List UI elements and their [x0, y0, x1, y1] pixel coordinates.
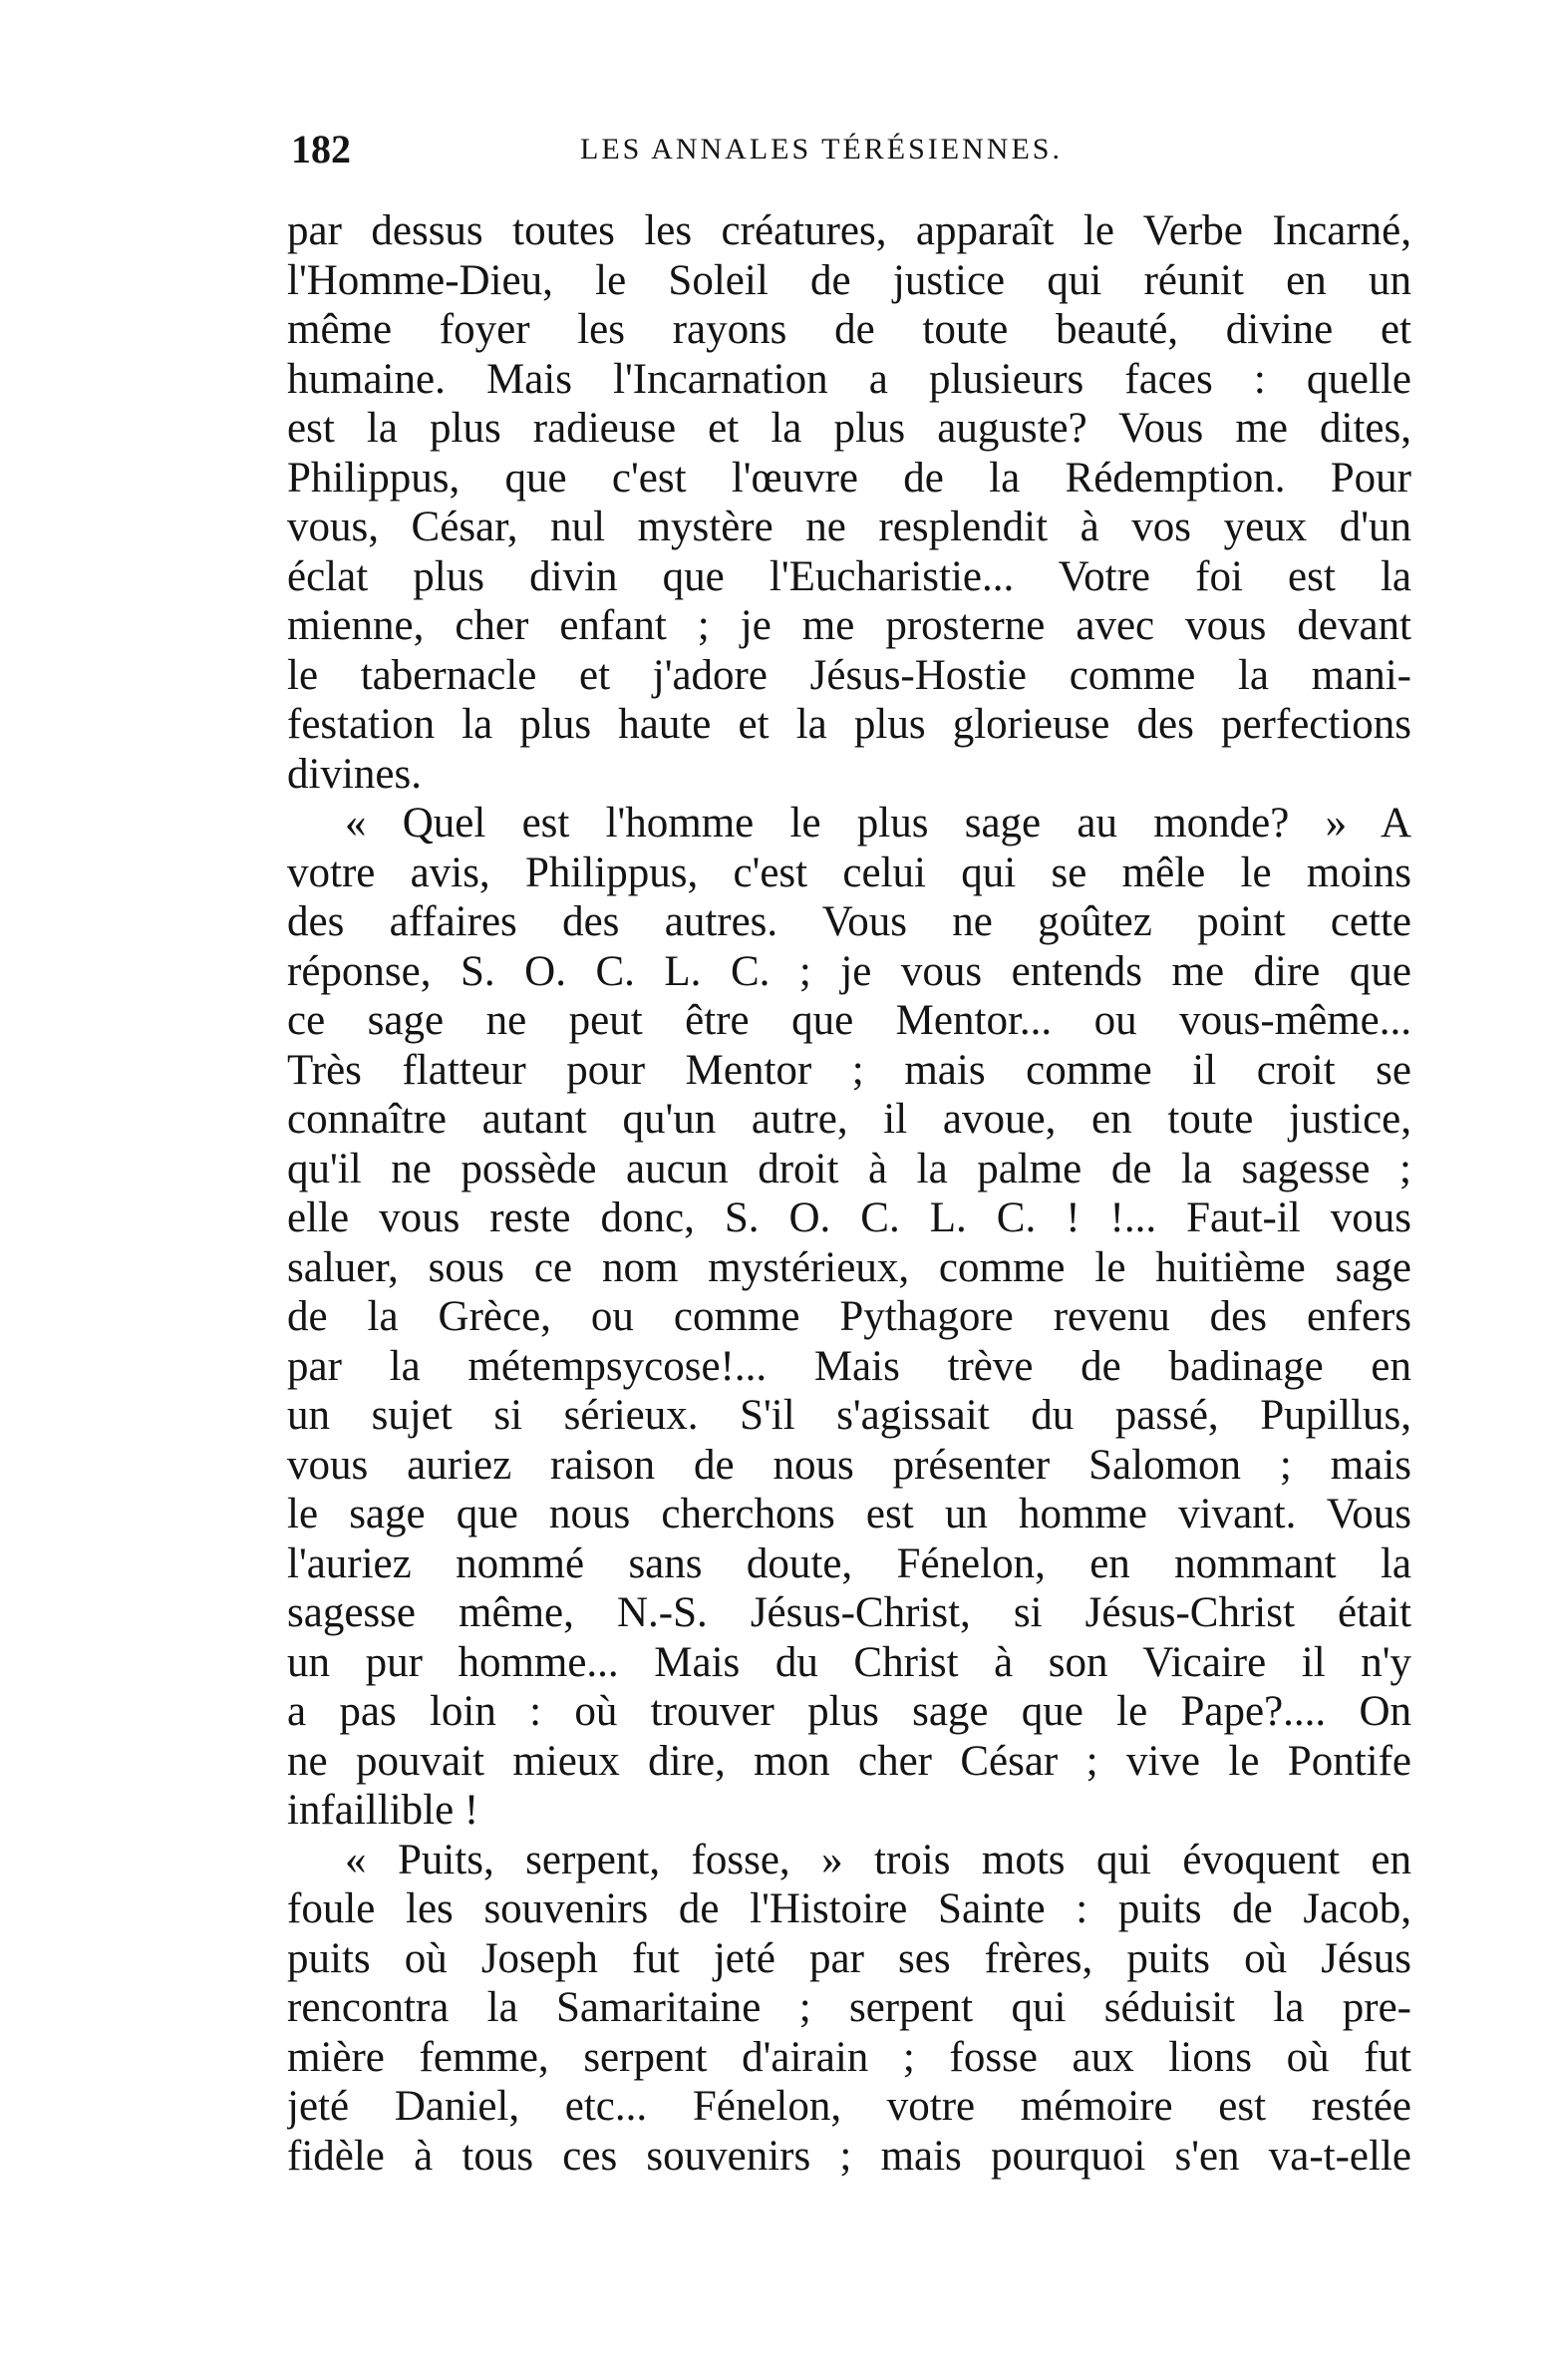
text-line: infaillible ! — [287, 1787, 479, 1834]
text-line: saluer, sous ce nom mystérieux, comme le huitième sage — [287, 1243, 1411, 1291]
text-line: humaine. Mais l'Incarnation a plusieurs faces : quelle — [287, 355, 1411, 403]
text-line: fidèle à tous ces souvenirs ; mais pourquoi s'en va-t-elle — [287, 2132, 1411, 2180]
running-head — [291, 120, 1407, 179]
text-line: a pas loin : où trouver plus sage que le Pape?.... On — [287, 1688, 1411, 1735]
page-number: 182 — [291, 127, 351, 171]
text-line: vous, César, nul mystère ne resplendit à vos yeux d'un — [287, 504, 1411, 550]
text-line: est la plus radieuse et la plus auguste? Vous me dites, — [287, 405, 1411, 452]
text-line: ce sage ne peut être que Mentor... ou vous-même... — [287, 997, 1411, 1044]
text-line: « Puits, serpent, fosse, » trois mots qui évoquent en — [345, 1836, 1411, 1883]
running-title: LES ANNALES TÉRÉSIENNES. — [580, 133, 1063, 166]
text-line: divines. — [287, 750, 422, 798]
text-line: par dessus toutes les créatures, apparaît le Verbe Incarné, — [287, 207, 1411, 254]
text-line: mienne, cher enfant ; je me prosterne avec vous devant — [287, 602, 1411, 649]
text-line: vous auriez raison de nous présenter Salomon ; mais — [287, 1441, 1411, 1489]
text-line: l'Homme-Dieu, le Soleil de justice qui réunit en un — [287, 256, 1411, 304]
text-line: même foyer les rayons de toute beauté, divine et — [287, 306, 1411, 353]
text-line: éclat plus divin que l'Eucharistie... Votre foi est la — [287, 552, 1411, 600]
text-line: qu'il ne possède aucun droit à la palme de la sagesse ; — [287, 1145, 1411, 1192]
text-line: ne pouvait mieux dire, mon cher César ; vive le Pontife — [287, 1737, 1411, 1785]
text-line: Philippus, que c'est l'œuvre de la Rédemption. Pour — [287, 454, 1411, 502]
text-line: l'auriez nommé sans doute, Fénelon, en nommant la — [287, 1539, 1411, 1587]
text-line: connaître autant qu'un autre, il avoue, en toute justice, — [287, 1096, 1411, 1143]
text-line: le sage que nous cherchons est un homme vivant. Vous — [287, 1491, 1411, 1537]
text-line: réponse, S. O. C. L. C. ; je vous entends me dire que — [287, 947, 1411, 995]
text-line: un sujet si sérieux. S'il s'agissait du passé, Pupillus, — [287, 1392, 1411, 1439]
text-line: foule les souvenirs de l'Histoire Sainte : puits de Jacob, — [287, 1885, 1411, 1932]
text-line: « Quel est l'homme le plus sage au monde? » A — [345, 800, 1411, 847]
text-line: mière femme, serpent d'airain ; fosse aux lions où fut — [287, 2033, 1411, 2081]
text-line: votre avis, Philippus, c'est celui qui se mêle le moins — [287, 849, 1411, 896]
text-line: Très flatteur pour Mentor ; mais comme il croit se — [287, 1046, 1411, 1094]
body-text — [287, 206, 1411, 2181]
text-line: le tabernacle et j'adore Jésus-Hostie comme la mani- — [287, 651, 1411, 699]
text-line: par la métempsycose!... Mais trève de badinage en — [287, 1342, 1411, 1390]
text-line: un pur homme... Mais du Christ à son Vicaire il n'y — [287, 1638, 1411, 1686]
text-line: festation la plus haute et la plus glorieuse des perfections — [287, 701, 1411, 748]
text-line: de la Grèce, ou comme Pythagore revenu des enfers — [287, 1293, 1411, 1340]
text-line: jeté Daniel, etc... Fénelon, votre mémoire est restée — [287, 2083, 1411, 2130]
text-line: des affaires des autres. Vous ne goûtez point cette — [287, 898, 1411, 945]
text-line: sagesse même, N.-S. Jésus-Christ, si Jésus-Christ était — [287, 1589, 1411, 1636]
text-line: elle vous reste donc, S. O. C. L. C. ! !... Faut-il vous — [287, 1194, 1411, 1241]
text-line: puits où Joseph fut jeté par ses frères, puits où Jésus — [287, 1934, 1411, 1982]
text-line: rencontra la Samaritaine ; serpent qui séduisit la pre- — [287, 1984, 1411, 2031]
